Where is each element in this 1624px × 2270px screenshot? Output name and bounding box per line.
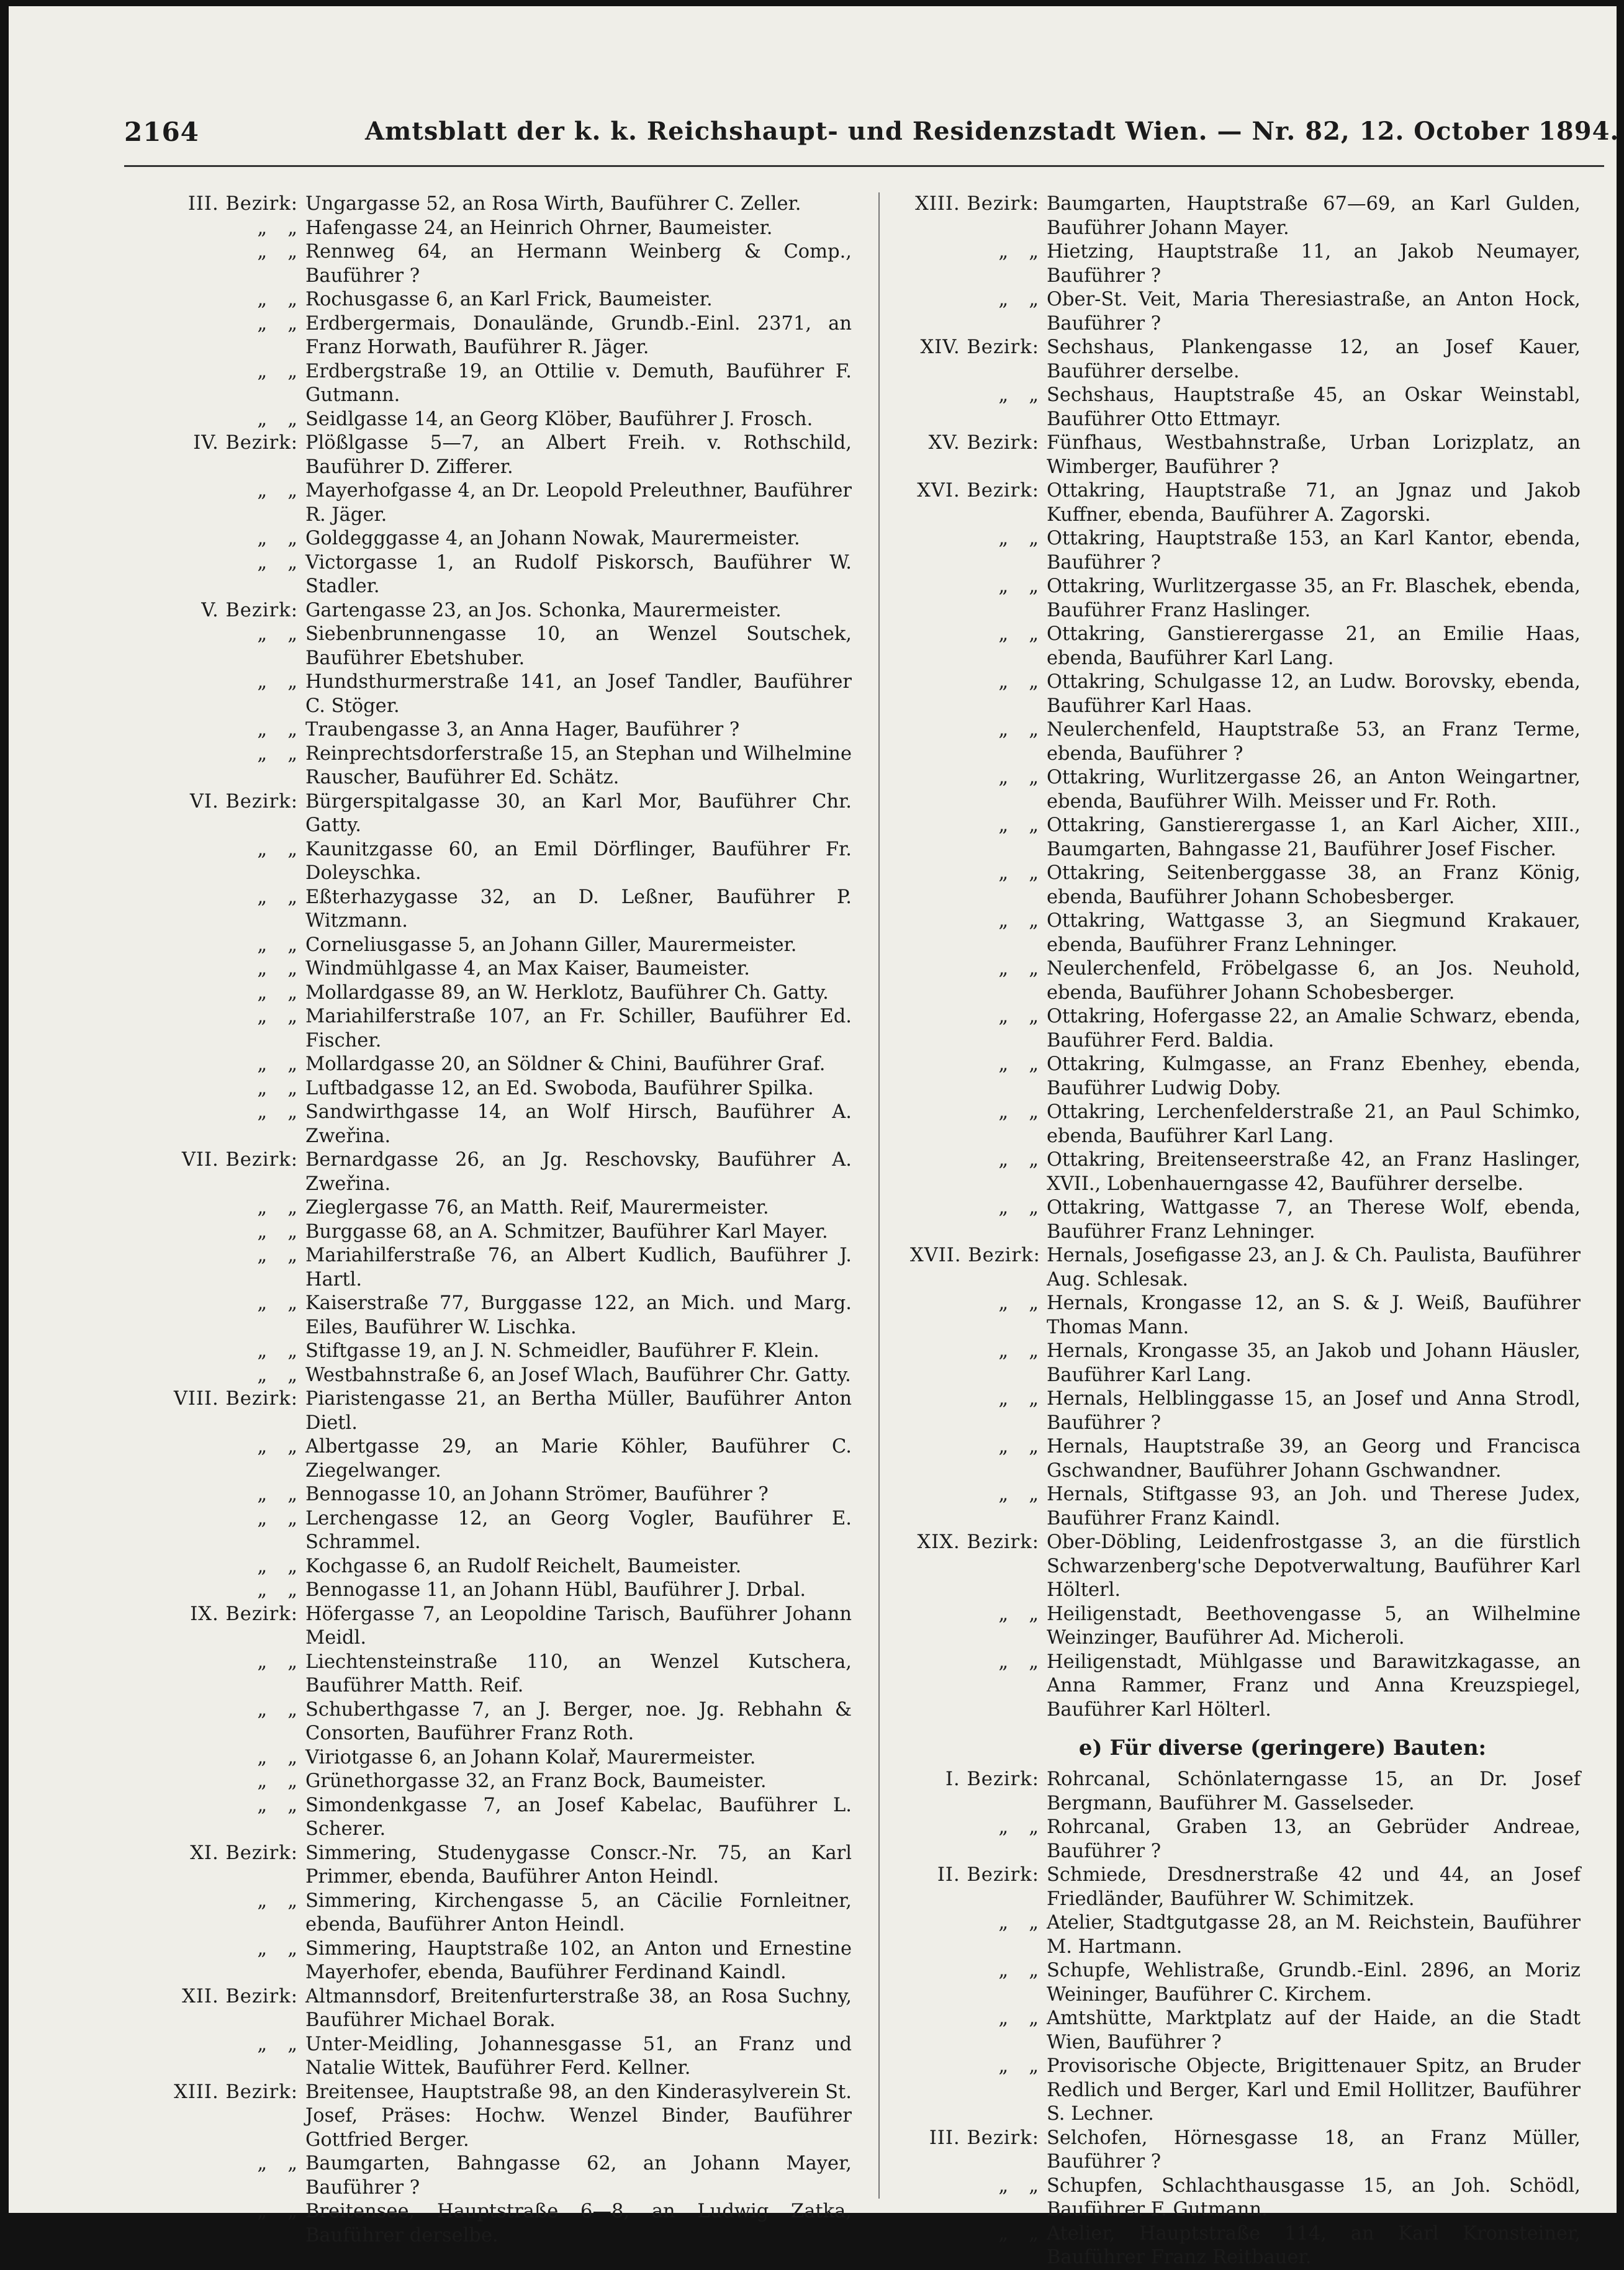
entry-text: Victorgasse 1, an Rudolf Piskorsch, Bauführer W. Stadler. xyxy=(305,551,852,597)
district-label: „ „ xyxy=(998,1484,1039,1505)
district-label: „ „ xyxy=(257,1220,298,1243)
list-entry xyxy=(169,1770,852,1794)
list-entry xyxy=(169,240,852,288)
page-number: 2164 xyxy=(124,117,199,147)
district-label: „ „ xyxy=(257,1197,298,1218)
district-label: XII. Bezirk: xyxy=(182,1985,298,2007)
list-entry xyxy=(910,1959,1581,2007)
district-label: „ „ xyxy=(257,1937,298,1960)
district-label: „ „ xyxy=(257,1101,298,1123)
district-label: „ „ xyxy=(257,1364,298,1386)
entry-text: Hernals, Stiftgasse 93, an Joh. und Therese Judex, Bauführer Franz Kaindl. xyxy=(1047,1484,1581,1529)
list-entry xyxy=(169,1053,852,1077)
list-entry xyxy=(910,2127,1581,2174)
list-entry xyxy=(910,2055,1581,2127)
list-entry xyxy=(169,623,852,670)
entry-text: Mariahilferstraße 107, an Fr. Schiller, Bauführer Ed. Fischer. xyxy=(305,1006,852,1052)
entry-text: Ottakring, Kulmgasse, an Franz Ebenhey, ebenda, Bauführer Ludwig Doby. xyxy=(1047,1053,1581,1099)
entry-text: Eßterhazygasse 32, an D. Leßner, Bauführer P. Witzmann. xyxy=(305,886,852,932)
list-entry xyxy=(910,2007,1581,2055)
entry-text: Grünethorgasse 32, an Franz Bock, Baumeister. xyxy=(305,1770,767,1792)
district-label: „ „ xyxy=(998,1912,1039,1934)
header-rule xyxy=(124,165,1604,167)
left-column xyxy=(169,192,852,2246)
district-label: „ „ xyxy=(257,1077,298,1099)
list-entry xyxy=(910,240,1581,288)
list-entry xyxy=(169,599,852,623)
list-entry xyxy=(169,1579,852,1603)
district-label: „ „ xyxy=(998,767,1039,788)
list-entry xyxy=(910,1768,1581,1816)
list-entry xyxy=(910,1863,1581,1911)
entry-text: Ottakring, Hauptstraße 153, an Karl Kantor, ebenda, Bauführer ? xyxy=(1047,528,1581,574)
entry-text: Mollardgasse 20, an Söldner & Chini, Bauführer Graf. xyxy=(305,1053,826,1075)
entry-text: Mollardgasse 89, an W. Herklotz, Bauführer Ch. Gatty. xyxy=(305,981,829,1004)
entry-text: Hernals, Hauptstraße 39, an Georg und Francisca Gschwandner, Bauführer Johann Gschwandner. xyxy=(1047,1436,1581,1482)
district-label: „ „ xyxy=(257,480,298,502)
entry-text: Simmering, Hauptstraße 102, an Anton und Ernestine Mayerhofer, ebenda, Bauführer Ferdinand Kaindl. xyxy=(305,1937,852,1983)
list-entry xyxy=(169,742,852,790)
entry-text: Sechshaus, Plankengasse 12, an Josef Kauer, Bauführer derselbe. xyxy=(1047,336,1581,382)
entry-text: Höfergasse 7, an Leopoldine Tarisch, Bauführer Johann Meidl. xyxy=(305,1603,852,1649)
list-entry xyxy=(169,1842,852,1889)
district-label: XV. Bezirk: xyxy=(928,432,1039,454)
entry-text: Ober-Döbling, Leidenfrostgasse 3, an die fürstlich Schwarzenberg'sche Depotverwaltung, Bauführer Karl Hölterl. xyxy=(1047,1531,1581,1601)
list-entry xyxy=(910,1651,1581,1723)
district-label: XIX. Bezirk: xyxy=(917,1531,1039,1553)
entry-text: Albertgasse 29, an Marie Köhler, Bauführer C. Ziegelwanger. xyxy=(305,1436,852,1482)
entry-text: Lerchengasse 12, an Georg Vogler, Bauführer E. Schrammel. xyxy=(305,1507,852,1553)
list-entry xyxy=(910,1435,1581,1483)
district-label: „ „ xyxy=(998,2007,1039,2029)
entry-text: Ottakring, Wurlitzergasse 35, an Fr. Blaschek, ebenda, Bauführer Franz Haslinger. xyxy=(1047,575,1581,621)
district-label: „ „ xyxy=(257,1770,298,1792)
entry-text: Kaiserstraße 77, Burggasse 122, an Mich. und Marg. Eiles, Bauführer W. Lischka. xyxy=(305,1292,852,1338)
district-label: „ „ xyxy=(257,241,298,263)
list-entry xyxy=(910,288,1581,336)
list-entry xyxy=(169,1244,852,1292)
district-label: „ „ xyxy=(998,384,1039,406)
entry-text: Windmühlgasse 4, an Max Kaiser, Baumeister. xyxy=(305,958,750,980)
district-label: „ „ xyxy=(257,623,298,645)
list-entry xyxy=(169,1292,852,1340)
entry-text: Burggasse 68, an A. Schmitzer, Bauführer Karl Mayer. xyxy=(305,1220,828,1243)
entry-text: Bernardgasse 26, an Jg. Reschovsky, Bauführer A. Zweřina. xyxy=(305,1149,852,1195)
entry-text: Sandwirthgasse 14, an Wolf Hirsch, Bauführer A. Zweřina. xyxy=(305,1101,852,1147)
district-label: „ „ xyxy=(998,1603,1039,1625)
district-label: „ „ xyxy=(998,671,1039,693)
list-entry xyxy=(169,312,852,360)
entry-text: Siebenbrunnengasse 10, an Wenzel Soutschek, Bauführer Ebetshuber. xyxy=(305,623,852,669)
entry-text: Hietzing, Hauptstraße 11, an Jakob Neumayer, Bauführer ? xyxy=(1047,241,1581,287)
district-label: „ „ xyxy=(998,2055,1039,2077)
list-entry xyxy=(169,1101,852,1148)
district-label: „ „ xyxy=(998,289,1039,310)
list-entry xyxy=(169,1651,852,1698)
entry-text: Ottakring, Hauptstraße 71, an Jgnaz und Jakob Kuffner, ebenda, Bauführer A. Zagorski. xyxy=(1047,480,1581,526)
list-entry xyxy=(169,217,852,241)
entry-text: Seidlgasse 14, an Georg Klöber, Bauführer J. Frosch. xyxy=(305,408,813,430)
district-label: „ „ xyxy=(257,408,298,430)
district-label: „ „ xyxy=(257,2200,298,2222)
district-label: „ „ xyxy=(998,1149,1039,1171)
district-label: XVI. Bezirk: xyxy=(917,480,1039,502)
entry-text: Ottakring, Wattgasse 7, an Therese Wolf, ebenda, Bauführer Franz Lehninger. xyxy=(1047,1197,1581,1243)
list-entry xyxy=(169,288,852,312)
district-label: „ „ xyxy=(998,719,1039,741)
list-entry xyxy=(169,934,852,958)
district-label: „ „ xyxy=(257,1507,298,1529)
list-entry xyxy=(910,575,1581,623)
district-label: „ „ xyxy=(257,838,298,860)
list-entry xyxy=(910,909,1581,957)
district-label: „ „ xyxy=(257,289,298,310)
entry-text: Altmannsdorf, Breitenfurterstraße 38, an Rosa Suchny, Bauführer Michael Borak. xyxy=(305,1985,852,2031)
list-entry xyxy=(169,718,852,742)
district-label: „ „ xyxy=(257,2033,298,2055)
list-entry xyxy=(169,1603,852,1651)
running-title: Amtsblatt der k. k. Reichshaupt- und Residenzstadt Wien. — Nr. 82, 12. October 1894. xyxy=(365,117,1620,146)
list-entry xyxy=(169,527,852,551)
entry-text: Mayerhofgasse 4, an Dr. Leopold Preleuthner, Bauführer R. Jäger. xyxy=(305,480,852,526)
entry-text: Schupfe, Wehlistraße, Grundb.-Einl. 2896, an Moriz Weininger, Bauführer C. Kirchem. xyxy=(1047,1960,1581,2006)
entry-text: Atelier, Stadtgutgasse 28, an M. Reichstein, Bauführer M. Hartmann. xyxy=(1047,1912,1581,1958)
list-entry xyxy=(910,766,1581,814)
column-divider xyxy=(878,192,880,2199)
district-label: XI. Bezirk: xyxy=(190,1842,298,1864)
list-entry xyxy=(169,1077,852,1101)
list-entry xyxy=(169,479,852,527)
entry-text: Breitensee, Hauptstraße 6—8, an Ludwig Zatka, Bauführer derselbe. xyxy=(305,2200,852,2246)
district-label: „ „ xyxy=(257,934,298,956)
entry-text: Bennogasse 11, an Johann Hübl, Bauführer J. Drbal. xyxy=(305,1579,806,1601)
list-entry xyxy=(910,1340,1581,1387)
list-entry xyxy=(910,1387,1581,1435)
list-entry xyxy=(910,1911,1581,1959)
entry-text: Piaristengasse 21, an Bertha Müller, Bauführer Anton Dietl. xyxy=(305,1388,852,1434)
entry-text: Selchofen, Hörnesgasse 18, an Franz Müller, Bauführer ? xyxy=(1047,2127,1581,2173)
district-label: „ „ xyxy=(257,886,298,908)
list-entry xyxy=(910,1196,1581,1244)
district-label: I. Bezirk: xyxy=(945,1768,1039,1790)
entry-text: Bürgerspitalgasse 30, an Karl Mor, Bauführer Chr. Gatty. xyxy=(305,790,852,836)
entry-text: Baumgarten, Hauptstraße 67—69, an Karl Gulden, Bauführer Johann Mayer. xyxy=(1047,193,1581,239)
list-entry xyxy=(169,1985,852,2033)
entry-text: Zieglergasse 76, an Matth. Reif, Maurermeister. xyxy=(305,1197,769,1218)
entry-text: Luftbadgasse 12, an Ed. Swoboda, Bauführer Spilka. xyxy=(305,1077,814,1099)
district-label: „ „ xyxy=(998,2222,1039,2245)
right-column-entries xyxy=(910,192,1581,1722)
list-entry xyxy=(169,1387,852,1435)
entry-text: Ottakring, Ganstierergasse 1, an Karl Aicher, XIII., Baumgarten, Bahngasse 21, Bauführer Josef Fischer. xyxy=(1047,814,1581,860)
list-entry xyxy=(910,1005,1581,1053)
entry-text: Provisorische Objecte, Brigittenauer Spitz, an Bruder Redlich und Berger, Karl und Emil Hollitzer, Bauführer S. Lechner. xyxy=(1047,2055,1581,2125)
entry-text: Unter-Meidling, Johannesgasse 51, an Franz und Natalie Wittek, Bauführer Ferd. Kellner. xyxy=(305,2033,852,2079)
list-entry xyxy=(910,527,1581,575)
district-label: „ „ xyxy=(998,1436,1039,1457)
list-entry xyxy=(910,1603,1581,1651)
district-label: IV. Bezirk: xyxy=(193,432,298,454)
district-label: „ „ xyxy=(257,1292,298,1314)
entry-text: Ottakring, Hofergasse 22, an Amalie Schwarz, ebenda, Bauführer Ferd. Baldia. xyxy=(1047,1006,1581,1052)
entry-text: Hafengasse 24, an Heinrich Ohrner, Baumeister. xyxy=(305,217,773,239)
district-label: „ „ xyxy=(998,910,1039,932)
district-label: III. Bezirk: xyxy=(929,2127,1039,2149)
district-label: „ „ xyxy=(998,1388,1039,1410)
district-label: „ „ xyxy=(998,241,1039,263)
list-entry xyxy=(169,2081,852,2153)
list-entry xyxy=(169,1483,852,1507)
list-entry xyxy=(910,1053,1581,1101)
entry-text: Schuberthgasse 7, an J. Berger, noe. Jg. Rebhahn & Consorten, Bauführer Franz Roth. xyxy=(305,1698,852,1744)
list-entry xyxy=(910,1531,1581,1603)
entry-text: Ottakring, Schulgasse 12, an Ludw. Borovsky, ebenda, Bauführer Karl Haas. xyxy=(1047,671,1581,717)
list-entry xyxy=(169,1507,852,1555)
district-label: „ „ xyxy=(998,1006,1039,1027)
district-label: V. Bezirk: xyxy=(201,599,298,621)
district-label: II. Bezirk: xyxy=(937,1864,1039,1886)
district-label: XIII. Bezirk: xyxy=(915,193,1039,215)
entry-text: Goldegggasse 4, an Johann Nowak, Maurermeister. xyxy=(305,528,800,549)
district-label: „ „ xyxy=(998,1197,1039,1218)
list-entry xyxy=(169,360,852,408)
section-e-entries xyxy=(910,1768,1581,2270)
entry-text: Corneliusgasse 5, an Johann Giller, Maurermeister. xyxy=(305,934,797,956)
entry-text: Hernals, Josefigasse 23, an J. & Ch. Paulista, Bauführer Aug. Schlesak. xyxy=(1047,1245,1581,1290)
list-entry xyxy=(169,981,852,1006)
list-entry xyxy=(169,1698,852,1746)
entry-text: Liechtensteinstraße 110, an Wenzel Kutschera, Bauführer Matth. Reif. xyxy=(305,1651,852,1696)
district-label: „ „ xyxy=(257,1053,298,1075)
entry-text: Traubengasse 3, an Anna Hager, Bauführer ? xyxy=(305,719,740,741)
entry-text: Schmiede, Dresdnerstraße 42 und 44, an Josef Friedländer, Bauführer W. Schimitzek. xyxy=(1047,1864,1581,1910)
list-entry xyxy=(169,1937,852,1985)
list-entry xyxy=(169,886,852,934)
district-label: „ „ xyxy=(998,958,1039,980)
entry-text: Reinprechtsdorferstraße 15, an Stephan und Wilhelmine Rauscher, Bauführer Ed. Schätz. xyxy=(305,742,852,788)
page-header xyxy=(124,117,1620,158)
district-label: „ „ xyxy=(257,958,298,980)
list-entry xyxy=(910,1292,1581,1340)
entry-text: Plößlgasse 5—7, an Albert Freih. v. Rothschild, Bauführer D. Zifferer. xyxy=(305,432,852,478)
list-entry xyxy=(910,2174,1581,2222)
entry-text: Rohrcanal, Graben 13, an Gebrüder Andreae, Bauführer ? xyxy=(1047,1816,1581,1862)
list-entry xyxy=(169,1889,852,1937)
entry-text: Amtshütte, Marktplatz auf der Haide, an die Stadt Wien, Bauführer ? xyxy=(1047,2007,1581,2053)
district-label: „ „ xyxy=(998,575,1039,597)
entry-text: Neulerchenfeld, Fröbelgasse 6, an Jos. Neuhold, ebenda, Bauführer Johann Schobesberger. xyxy=(1047,958,1581,1004)
district-label: „ „ xyxy=(998,528,1039,549)
district-label: „ „ xyxy=(257,360,298,382)
list-entry xyxy=(169,1005,852,1053)
entry-text: Bennogasse 10, an Johann Strömer, Bauführer ? xyxy=(305,1484,769,1505)
district-label: „ „ xyxy=(257,1340,298,1362)
district-label: „ „ xyxy=(998,1101,1039,1123)
district-label: „ „ xyxy=(998,1340,1039,1362)
list-entry xyxy=(169,838,852,886)
list-entry xyxy=(169,2200,852,2248)
entry-text: Rohrcanal, Schönlaterngasse 15, an Dr. Josef Bergmann, Bauführer M. Gasselseder. xyxy=(1047,1768,1581,1814)
district-label: „ „ xyxy=(257,1698,298,1721)
district-label: „ „ xyxy=(998,1816,1039,1838)
list-entry xyxy=(169,408,852,432)
list-entry xyxy=(910,1483,1581,1531)
district-label: „ „ xyxy=(998,814,1039,836)
entry-text: Rochusgasse 6, an Karl Frick, Baumeister. xyxy=(305,289,713,310)
list-entry xyxy=(910,1148,1581,1196)
entry-text: Rennweg 64, an Hermann Weinberg & Comp., Bauführer ? xyxy=(305,241,852,287)
entry-text: Hernals, Krongasse 12, an S. & J. Weiß, Bauführer Thomas Mann. xyxy=(1047,1292,1581,1338)
entry-text: Ottakring, Ganstierergasse 21, an Emilie Haas, ebenda, Bauführer Karl Lang. xyxy=(1047,623,1581,669)
district-label: „ „ xyxy=(257,551,298,574)
district-label: „ „ xyxy=(257,1579,298,1601)
list-entry xyxy=(910,192,1581,240)
list-entry xyxy=(169,1220,852,1245)
entry-text: Ottakring, Lerchenfelderstraße 21, an Paul Schimko, ebenda, Bauführer Karl Lang. xyxy=(1047,1101,1581,1147)
district-label: „ „ xyxy=(257,1484,298,1505)
list-entry xyxy=(169,431,852,479)
entry-text: Kaunitzgasse 60, an Emil Dörflinger, Bauführer Fr. Doleyschka. xyxy=(305,838,852,884)
list-entry xyxy=(910,1816,1581,1863)
list-entry xyxy=(169,2152,852,2200)
entry-text: Simmering, Kirchengasse 5, an Cäcilie Fornleitner, ebenda, Bauführer Anton Heindl. xyxy=(305,1889,852,1935)
district-label: „ „ xyxy=(257,981,298,1004)
list-entry xyxy=(169,1196,852,1220)
list-entry xyxy=(910,1101,1581,1148)
district-label: VI. Bezirk: xyxy=(189,790,298,813)
district-label: „ „ xyxy=(998,2174,1039,2197)
district-label: VIII. Bezirk: xyxy=(173,1388,298,1410)
list-entry xyxy=(910,623,1581,670)
district-label: III. Bezirk: xyxy=(187,193,298,215)
list-entry xyxy=(910,814,1581,862)
list-entry xyxy=(169,1148,852,1196)
district-label: „ „ xyxy=(257,1555,298,1577)
entry-text: Fünfhaus, Westbahnstraße, Urban Lorizplatz, an Wimberger, Bauführer ? xyxy=(1047,432,1581,478)
entry-text: Erdbergermais, Donaulände, Grundb.-Einl. 2371, an Franz Horwath, Bauführer R. Jäger. xyxy=(305,312,852,358)
district-label: „ „ xyxy=(998,1960,1039,1981)
entry-text: Kochgasse 6, an Rudolf Reichelt, Baumeister. xyxy=(305,1555,742,1577)
district-label: „ „ xyxy=(998,1292,1039,1314)
page xyxy=(9,6,1620,2268)
entry-text: Simmering, Studenygasse Conscr.-Nr. 75, an Karl Primmer, ebenda, Bauführer Anton Heindl. xyxy=(305,1842,852,1888)
list-entry xyxy=(910,957,1581,1005)
list-entry xyxy=(910,718,1581,766)
list-entry xyxy=(169,192,852,217)
entry-text: Hundsthurmerstraße 141, an Josef Tandler, Bauführer C. Stöger. xyxy=(305,671,852,717)
entry-text: Ober-St. Veit, Maria Theresiastraße, an Anton Hock, Bauführer ? xyxy=(1047,289,1581,335)
entry-text: Viriotgasse 6, an Johann Kolař, Maurermeister. xyxy=(305,1746,756,1768)
list-entry xyxy=(169,1364,852,1388)
district-label: „ „ xyxy=(257,1889,298,1912)
entry-text: Westbahnstraße 6, an Josef Wlach, Bauführer Chr. Gatty. xyxy=(305,1364,851,1386)
district-label: „ „ xyxy=(257,719,298,741)
entry-text: Atelier, Hauptstraße 114, an Karl Kronsteiner, Bauführer Franz Reitbauer. xyxy=(1047,2222,1581,2268)
district-label: „ „ xyxy=(998,862,1039,884)
section-e-heading: e) Für diverse (geringere) Bauten: xyxy=(1078,1736,1487,1760)
list-entry xyxy=(169,2033,852,2081)
entry-text: Neulerchenfeld, Hauptstraße 53, an Franz Terme, ebenda, Bauführer ? xyxy=(1047,719,1581,765)
list-entry xyxy=(910,479,1581,527)
entry-text: Erdbergstraße 19, an Ottilie v. Demuth, Bauführer F. Gutmann. xyxy=(305,360,852,406)
district-label: „ „ xyxy=(257,1245,298,1266)
list-entry xyxy=(169,1746,852,1770)
list-entry xyxy=(169,1340,852,1364)
entry-text: Ottakring, Wurlitzergasse 26, an Anton Weingartner, ebenda, Bauführer Wilh. Meisser und Fr. Roth. xyxy=(1047,767,1581,813)
list-entry xyxy=(910,336,1581,384)
list-entry xyxy=(910,384,1581,431)
right-column xyxy=(910,192,1581,2268)
list-entry xyxy=(169,790,852,838)
district-label: IX. Bezirk: xyxy=(190,1603,298,1625)
district-label: „ „ xyxy=(998,1651,1039,1673)
district-label: XIII. Bezirk: xyxy=(174,2081,298,2103)
entry-text: Ungargasse 52, an Rosa Wirth, Bauführer C. Zeller. xyxy=(305,193,801,215)
district-label: „ „ xyxy=(257,312,298,335)
district-label: „ „ xyxy=(257,1006,298,1027)
district-label: VII. Bezirk: xyxy=(181,1149,298,1171)
entry-text: Mariahilferstraße 76, an Albert Kudlich, Bauführer J. Hartl. xyxy=(305,1245,852,1290)
entry-text: Hernals, Helblinggasse 15, an Josef und Anna Strodl, Bauführer ? xyxy=(1047,1388,1581,1434)
district-label: XIV. Bezirk: xyxy=(920,336,1039,358)
district-label: „ „ xyxy=(257,742,298,765)
entry-text: Baumgarten, Bahngasse 62, an Johann Mayer, Bauführer ? xyxy=(305,2153,852,2199)
entry-text: Ottakring, Seitenberggasse 38, an Franz König, ebenda, Bauführer Johann Schobesberger. xyxy=(1047,862,1581,908)
list-entry xyxy=(910,862,1581,909)
entry-text: Heiligenstadt, Beethovengasse 5, an Wilhelmine Weinzinger, Bauführer Ad. Micheroli. xyxy=(1047,1603,1581,1649)
entry-text: Schupfen, Schlachthausgasse 15, an Joh. Schödl, Bauführer F. Gutmann. xyxy=(1047,2174,1581,2220)
entry-text: Hernals, Krongasse 35, an Jakob und Johann Häusler, Bauführer Karl Lang. xyxy=(1047,1340,1581,1386)
district-label: „ „ xyxy=(257,1651,298,1673)
list-entry xyxy=(169,1555,852,1579)
district-label: „ „ xyxy=(257,2153,298,2174)
entry-text: Gartengasse 23, an Jos. Schonka, Maurermeister. xyxy=(305,599,782,621)
district-label: „ „ xyxy=(998,1053,1039,1075)
list-entry xyxy=(169,1794,852,1842)
district-label: „ „ xyxy=(257,671,298,693)
list-entry xyxy=(169,1435,852,1483)
list-entry xyxy=(169,957,852,981)
district-label: XVII. Bezirk: xyxy=(910,1245,1040,1266)
entry-text: Breitensee, Hauptstraße 98, an den Kinderasylverein St. Josef, Präses: Hochw. Wenzel Binder, Bauführer Gottfried Berger. xyxy=(305,2081,852,2151)
district-label: „ „ xyxy=(257,528,298,549)
list-entry xyxy=(910,670,1581,718)
entry-text: Sechshaus, Hauptstraße 45, an Oskar Weinstabl, Bauführer Otto Ettmayr. xyxy=(1047,384,1581,430)
entry-text: Ottakring, Breitenseerstraße 42, an Franz Haslinger, XVII., Lobenhauerngasse 42, Bauführer derselbe. xyxy=(1047,1149,1581,1195)
district-label: „ „ xyxy=(257,1746,298,1768)
list-entry xyxy=(910,1244,1581,1292)
district-label: „ „ xyxy=(998,623,1039,645)
entry-text: Simondenkgasse 7, an Josef Kabelac, Bauführer L. Scherer. xyxy=(305,1794,852,1840)
entry-text: Ottakring, Wattgasse 3, an Siegmund Krakauer, ebenda, Bauführer Franz Lehninger. xyxy=(1047,910,1581,956)
list-entry xyxy=(910,431,1581,479)
list-entry xyxy=(169,551,852,599)
entry-text: Stiftgasse 19, an J. N. Schmeidler, Bauführer F. Klein. xyxy=(305,1340,819,1362)
entry-text: Heiligenstadt, Mühlgasse und Barawitzkagasse, an Anna Rammer, Franz und Anna Kreuzspiegel, Bauführer Karl Hölterl. xyxy=(1047,1651,1581,1721)
district-label: „ „ xyxy=(257,217,298,239)
district-label: „ „ xyxy=(257,1436,298,1457)
list-entry xyxy=(169,670,852,718)
list-entry xyxy=(910,2222,1581,2270)
district-label: „ „ xyxy=(257,1794,298,1816)
